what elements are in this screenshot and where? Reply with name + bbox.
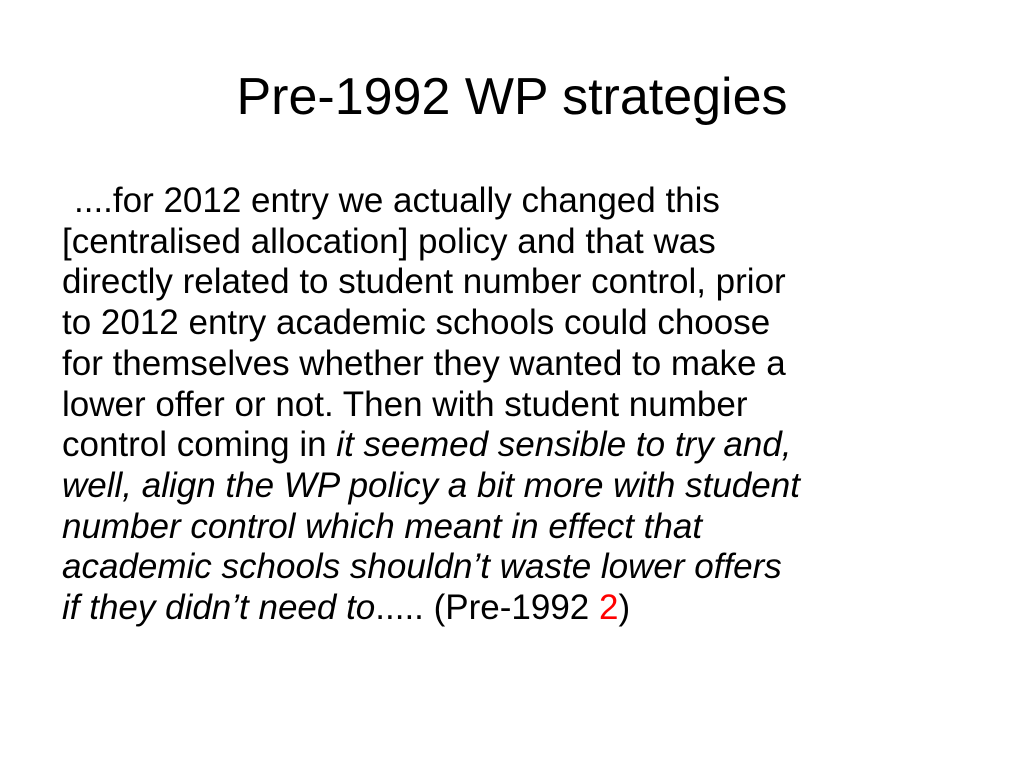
reference-number: 2 — [599, 588, 619, 628]
body-line: lower offer or not. Then with student number — [62, 384, 748, 424]
citation-prefix: ..... (Pre-1992 — [375, 588, 599, 628]
body-line: ....for 2012 entry we actually changed this — [74, 181, 720, 220]
quoted-text: if they didn’t need to — [62, 588, 376, 628]
citation-close: ) — [618, 588, 631, 628]
body-line — [62, 425, 982, 466]
body-text-plain: control coming in — [62, 425, 337, 465]
quote-paragraph — [62, 181, 982, 629]
quoted-text: number control which meant in effect that — [62, 506, 703, 546]
body-line: directly related to student number control, prior — [62, 262, 786, 302]
quoted-text: well, align the WP policy a bit more with student — [62, 465, 800, 505]
quoted-text: academic schools shouldn’t waste lower offers — [62, 547, 782, 587]
body-line — [62, 588, 982, 629]
body-line: [centralised allocation] policy and that was — [62, 221, 716, 261]
body-line: to 2012 entry academic schools could choose — [62, 303, 771, 343]
body-line: for themselves whether they wanted to make a — [62, 343, 786, 383]
slide-title: Pre-1992 WP strategies — [236, 68, 788, 126]
quoted-text: it seemed sensible to try and, — [336, 425, 792, 465]
